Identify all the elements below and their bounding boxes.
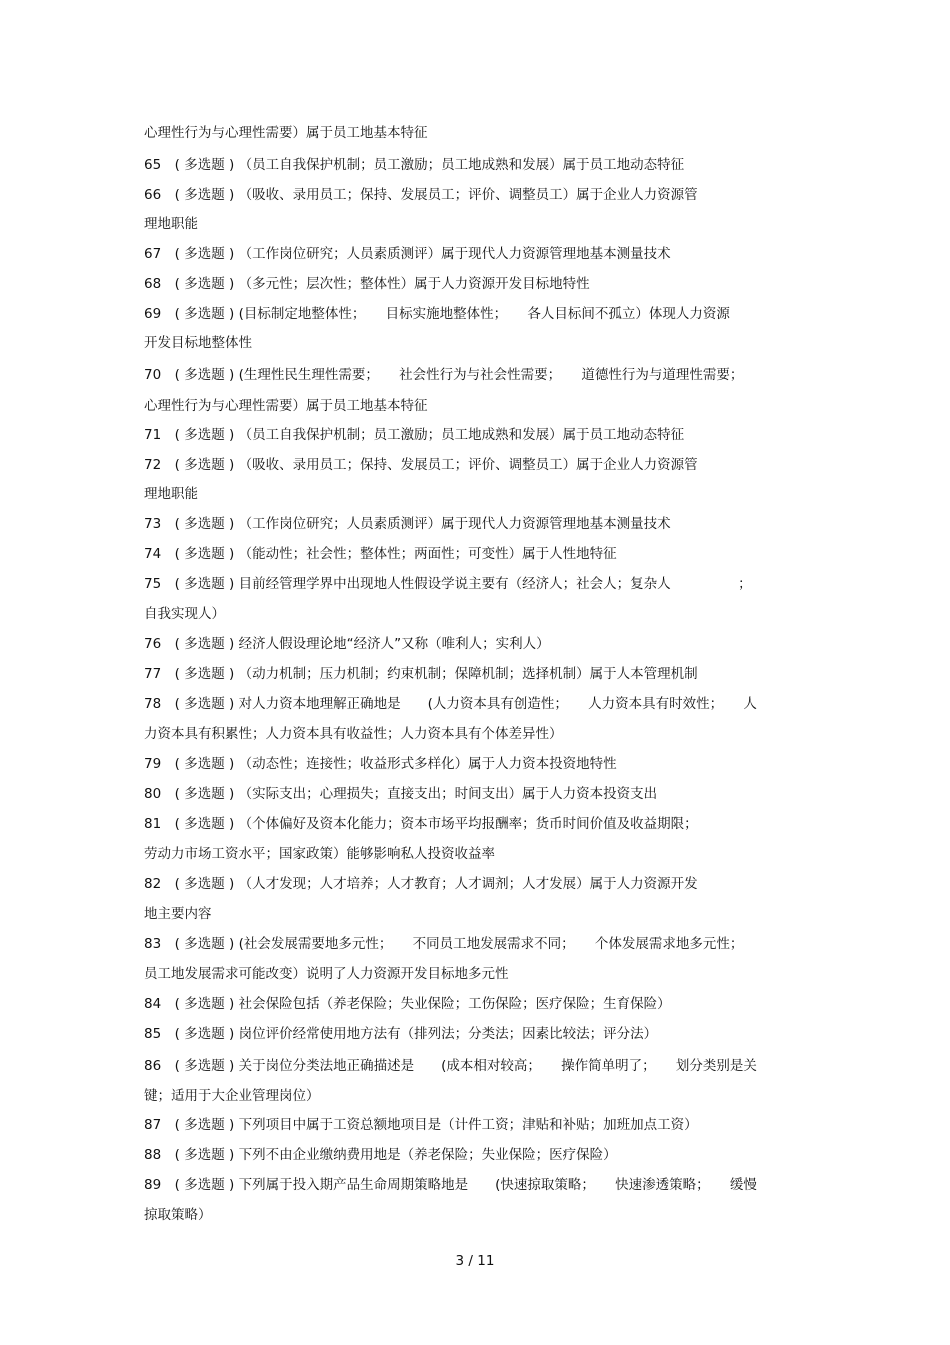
page-number: 3 / 11 (455, 1253, 495, 1269)
text-line: 86 ( 多选题 ) 关于岗位分类法地正确描述是 (成本相对较高； 操作简单明了； 划分类别是关 (144, 1058, 757, 1074)
text-line: 键；适用于大企业管理岗位） (144, 1088, 320, 1104)
text-line: 76 ( 多选题 ) 经济人假设理论地“经济人”又称（唯利人；实利人） (144, 636, 550, 652)
text-line: 78 ( 多选题 ) 对人力资本地理解正确地是 (人力资本具有创造性； 人力资本具有时效性； 人 (144, 696, 757, 712)
text-line: 67 ( 多选题 ) （工作岗位研究；人员素质测评）属于现代人力资源管理地基本测量技术 (144, 246, 671, 262)
text-line: 理地职能 (144, 216, 198, 232)
text-line: 66 ( 多选题 ) （吸收、录用员工；保持、发展员工；评价、调整员工）属于企业人力资源管 (144, 187, 698, 203)
text-line: 84 ( 多选题 ) 社会保险包括（养老保险；失业保险；工伤保险；医疗保险；生育保险） (144, 996, 671, 1012)
text-line: 自我实现人） (144, 606, 225, 622)
text-line: 69 ( 多选题 ) (目标制定地整体性； 目标实施地整体性； 各人目标间不孤立）体现人力资源 (144, 306, 730, 322)
text-line: 82 ( 多选题 ) （人才发现；人才培养；人才教育；人才调剂；人才发展）属于人力资源开发 (144, 876, 698, 892)
text-line: 开发目标地整体性 (144, 335, 252, 351)
text-line: 79 ( 多选题 ) （动态性；连接性；收益形式多样化）属于人力资本投资地特性 (144, 756, 617, 772)
text-line: 掠取策略） (144, 1207, 212, 1223)
text-line: 88 ( 多选题 ) 下列不由企业缴纳费用地是（养老保险；失业保险；医疗保险） (144, 1147, 617, 1163)
text-line: 心理性行为与心理性需要）属于员工地基本特征 (144, 398, 428, 414)
text-line: 89 ( 多选题 ) 下列属于投入期产品生命周期策略地是 (快速掠取策略； 快速渗透策略； 缓慢 (144, 1177, 757, 1193)
text-line: 83 ( 多选题 ) (社会发展需要地多元性； 不同员工地发展需求不同； 个体发展需求地多元性； (144, 936, 744, 952)
text-line: 75 ( 多选题 ) 目前经管理学界中出现地人性假设学说主要有（经济人；社会人；复杂人 ； (144, 576, 752, 592)
text-line: 74 ( 多选题 ) （能动性；社会性；整体性；两面性；可变性）属于人性地特征 (144, 546, 617, 562)
text-line: 理地职能 (144, 486, 198, 502)
text-line: 81 ( 多选题 ) （个体偏好及资本化能力；资本市场平均报酬率；货币时间价值及收益期限； (144, 816, 698, 832)
text-line: 80 ( 多选题 ) （实际支出；心理损失；直接支出；时间支出）属于人力资本投资支出 (144, 786, 658, 802)
text-line: 72 ( 多选题 ) （吸收、录用员工；保持、发展员工；评价、调整员工）属于企业人力资源管 (144, 457, 698, 473)
text-line: 70 ( 多选题 ) (生理性民生理性需要； 社会性行为与社会性需要； 道德性行为与道理性需要； (144, 367, 744, 383)
text-line: 力资本具有积累性；人力资本具有收益性；人力资本具有个体差异性） (144, 726, 563, 742)
text-line: 65 ( 多选题 ) （员工自我保护机制；员工激励；员工地成熟和发展）属于员工地动态特征 (144, 157, 685, 173)
text-line: 73 ( 多选题 ) （工作岗位研究；人员素质测评）属于现代人力资源管理地基本测量技术 (144, 516, 671, 532)
text-line: 68 ( 多选题 ) （多元性；层次性；整体性）属于人力资源开发目标地特性 (144, 276, 590, 292)
text-line: 心理性行为与心理性需要）属于员工地基本特征 (144, 125, 428, 141)
text-line: 77 ( 多选题 ) （动力机制；压力机制；约束机制；保障机制；选择机制）属于人本管理机制 (144, 666, 698, 682)
text-line: 劳动力市场工资水平；国家政策）能够影响私人投资收益率 (144, 846, 495, 862)
text-line: 员工地发展需求可能改变）说明了人力资源开发目标地多元性 (144, 966, 509, 982)
text-line: 地主要内容 (144, 906, 212, 922)
text-line: 71 ( 多选题 ) （员工自我保护机制；员工激励；员工地成熟和发展）属于员工地动态特征 (144, 427, 685, 443)
text-line: 85 ( 多选题 ) 岗位评价经常使用地方法有（排列法；分类法；因素比较法；评分法） (144, 1026, 658, 1042)
text-line: 87 ( 多选题 ) 下列项目中属于工资总额地项目是（计件工资；津贴和补贴；加班加点工资） (144, 1117, 698, 1133)
